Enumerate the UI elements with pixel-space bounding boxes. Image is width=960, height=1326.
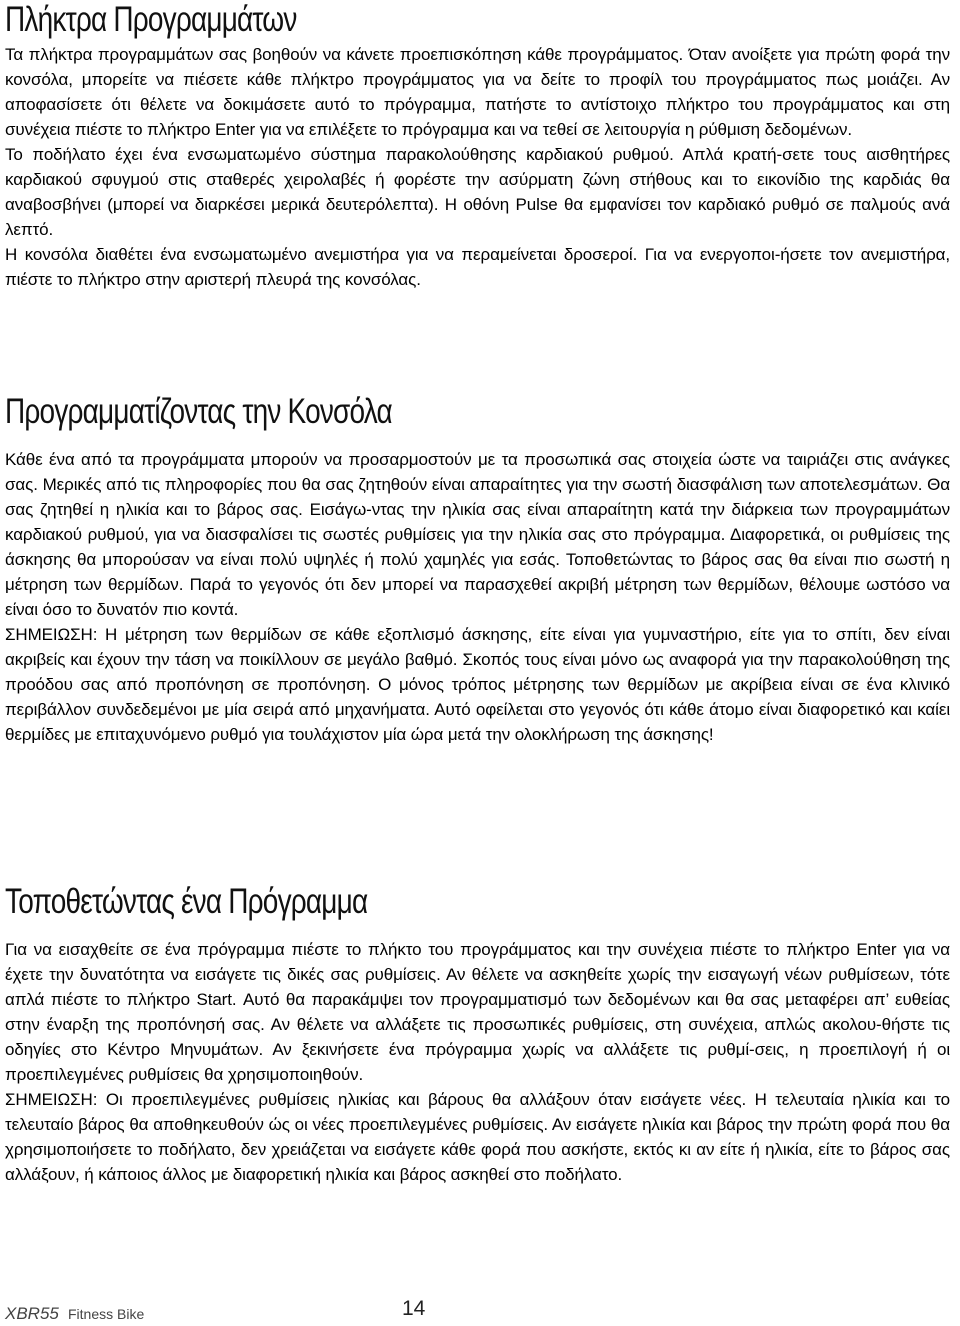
body-paragraph <box>5 447 950 747</box>
note-text: ΣΗΜΕΙΩΣΗ: Οι προεπιλεγμένες ρυθμίσεις ηλικίας και βάρους θα αλλάξουν όταν εισάγετε νέες. Η τελευταία ηλικία και το τελευταίο βάρος θα αποθηκευθούν ώς οι νέες προεπιλεγμένες ρυθμίσεις. Αν εισάγετε ηλικία και βάρος την πρώτη φορά που θα χρησιμοποιήσετε το ποδήλατο, δεν χρειάζεται να εισάγετε κάθε φορά που ασκήστε, εκτός κι αν είτε ή ηλικία, είτε το βάρος σας αλλάξουν, ή κάποιος άλλος με διαφορετική ηλικία και βάρος ασκηθεί στο ποδήλατο. <box>5 1090 950 1184</box>
paragraph-text: Για να εισαχθείτε σε ένα πρόγραμμα πιέστε το πλήκτο του προγράμματος και την συνέχεια πιέστε το πλήκτρο Enter για να έχετε την δυνατότητα να εισάγετε τις δικές σας ρυθμίσεις. Αν θέλετε να ασκηθείτε χωρίς την εισαγωγή νέων ρυθμίσεων, τότε απλά πιέστε το πλήκτρο Start. Αυτό θα παρακάμψει τον προγραμματισμό των δεδομένων και θα σας μεταφέρει απ’ ευθείας στην έναρξη της προπόνησή σας. Αν θέλετε να αλλάξετε τις προσωπικές ρυθμίσεις, στη συνέχεια, απλώς ακολου-θήστε τις οδηγίες στο Κέντρο Μηνυμάτων. Αν ξεκινήσετε ένα πρόγραμμα χωρίς να αλλάξετε τις ρυθμί-σεις, η προεπιλογή ή οι προεπιλεγμένες ρυθμίσεις θα χρησιμοποιηθούν. <box>5 940 950 1084</box>
section-programming-console <box>5 392 950 747</box>
page-number: 14 <box>402 1297 426 1320</box>
note-text: ΣΗΜΕΙΩΣΗ: Η μέτρηση των θερμίδων σε κάθε εξοπλισμό άσκησης, είτε είναι για γυμναστήριο, είτε για το σπίτι, δεν είναι ακριβείς και έχουν την τάση να ποικίλλουν σε μεγάλο βαθμό. Σκοπός τους είναι μόνο ως αναφορά για την παρακολούθηση της προόδου σας από προπόνηση σε προπόνηση. Ο μόνος τρόπος μέτρησης των θερμίδων με ακρίβεια είναι σε ένα κλινικό περιβάλλον συνδεδεμένοι με μία σειρά από μηχανήματα. Αυτό οφείλεται στο γεγονός ότι κάθε άτομο είναι διαφορετικό και καίει θερμίδες με επιταχυνόμενο ρυθμό για τουλάχιστον μία ώρα μετά την ολοκλήρωση της άσκησης! <box>5 625 950 744</box>
section-heading: Πλήκτρα Προγραμμάτων <box>5 0 297 39</box>
paragraph-text: Το ποδήλατο έχει ένα ενσωματωμένο σύστημα παρακολούθησης καρδιακού ρυθμού. Απλά κρατή-σετε τους αισθητήρες καρδιακού σφυγμού στις σταθερές χειρολαβές ή φορέστε την ασύρματη ζώνη στήθους και το εικονίδιο της καρδιάς θα αναβοσβήνει (μπορεί να διαρκέσει μερικά δευτερόλεπτα). Η οθόνη Pulse θα εμφανίσει τον καρδιακό ρυθμό σε παλμούς ανά λεπτό. <box>5 145 950 239</box>
body-paragraph <box>5 42 950 292</box>
section-heading: Τοποθετώντας ένα Πρόγραμμα <box>5 882 368 921</box>
footer-product-name: Fitness Bike <box>68 1306 145 1322</box>
body-paragraph <box>5 937 950 1187</box>
section-program-keys <box>5 0 950 292</box>
paragraph-text: Κάθε ένα από τα προγράμματα μπορούν να προσαρμοστούν με τα προσωπικά σας στοιχεία ώστε να ταιριάζει στις ανάγκες σας. Μερικές από τις πληροφορίες που θα σας ζητηθούν είναι απαραίτητες για την σωστή διασφάλιση των αποτελεσμάτων. Θα σας ζητηθεί η ηλικία και το βάρος σας. Εισάγω-ντας την ηλικία σας είναι απαραίτητη κατά την διάρκεια των προγραμμάτων καρδιακού ρυθμού, για να διασφαλίσει τις σωστές ρυθμίσεις για την ηλικία σας στο πρόγραμμα. Διαφορετικά, οι ρυθμίσεις της άσκησης θα μπορούσαν να είναι πολύ υψηλές ή πολύ χαμηλές για εσάς. Τοποθετώντας το βάρος σας θα είναι πιο σωστή η μέτρηση των θερμίδων. Παρά το γεγονός ότι δεν μπορεί να παρασχεθεί ακριβή μέτρηση των θερμίδων, θέλουμε ωστόσο να είναι όσο το δυνατόν πιο κοντά. <box>5 450 950 619</box>
paragraph-text: Τα πλήκτρα προγραμμάτων σας βοηθούν να κάνετε προεπισκόπηση κάθε προγράμματος. Όταν ανοίξετε για πρώτη φορά την κονσόλα, μπορείτε να πιέσετε κάθε πλήκτρο προγράμματος για να δείτε το προφίλ του προγράμματος πως μοιάζει. Αν αποφασίσετε ότι θέλετε να δοκιμάσετε αυτό το πρόγραμμα, πατήστε το αντίστοιχο πλήκτρο του προγράμματος και στη συνέχεια πιέστε το πλήκτρο Enter για να επιλέξετε το πρόγραμμα και να τεθεί σε λειτουργία η ρύθμιση δεδομένων. <box>5 45 950 139</box>
footer-model-name: XBR55 <box>5 1304 59 1323</box>
section-entering-program <box>5 882 950 1187</box>
section-heading: Προγραμματίζοντας την Κονσόλα <box>5 392 392 431</box>
paragraph-text: Η κονσόλα διαθέτει ένα ενσωματωμένο ανεμιστήρα για να περαμείνεται δροσεροί. Για να ενεργοποι-ήσετε τον ανεμιστήρα, πιέστε το πλήκτρο στην αριστερή πλευρά της κονσόλας. <box>5 245 950 289</box>
